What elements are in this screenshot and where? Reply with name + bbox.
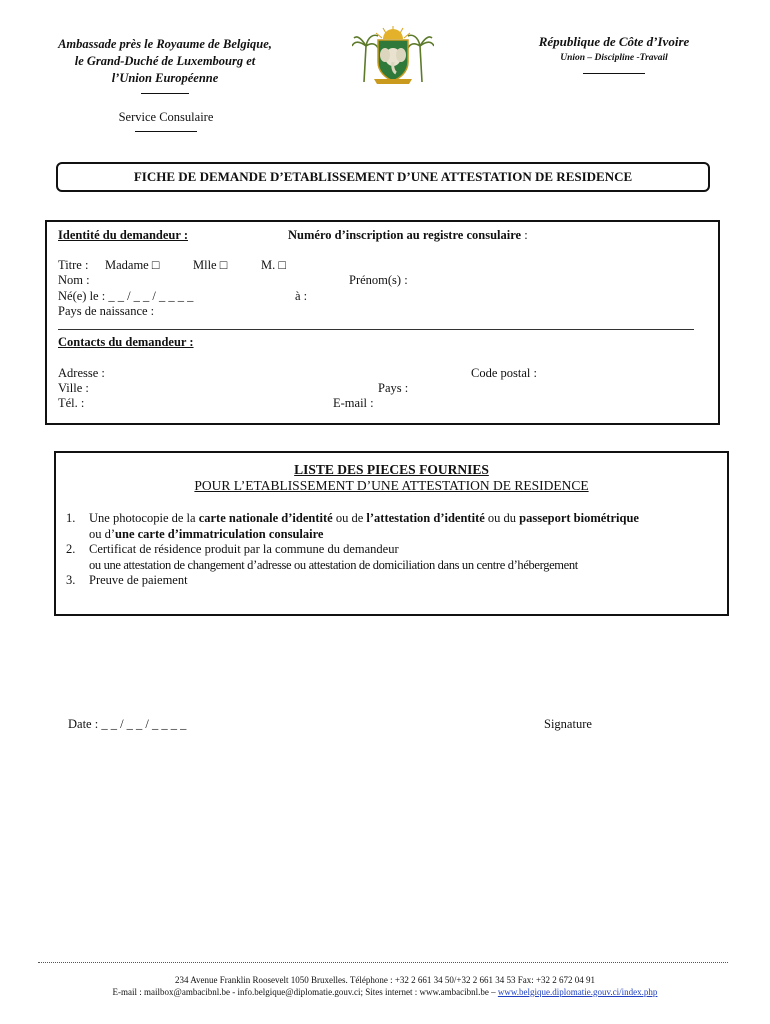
item1-bold4: une carte d’immatriculation consulaire <box>115 526 324 541</box>
item1-part2: ou de <box>332 511 367 525</box>
footer-address: 234 Avenue Franklin Roosevelt 1050 Bruxelles. Téléphone : +32 2 661 34 50/+32 2 661 34 53 Fax: +32 2 672 04 91 <box>174 975 596 985</box>
service-separator <box>135 131 197 132</box>
documents-section <box>54 451 729 616</box>
checkbox-monsieur[interactable]: M. □ <box>261 258 286 272</box>
birth-date-field[interactable]: Né(e) le : _ _ / _ _ / _ _ _ _ <box>58 289 194 303</box>
embassy-line-1: Ambassade près le Royaume de Belgique, <box>58 37 272 51</box>
identity-section <box>45 220 720 425</box>
footer-emails: E-mail : mailbox@ambacibnl.be - info.belgique@diplomatie.gouv.ci; Sites internet : www.ambacibnl.be – <box>112 987 498 997</box>
city-field[interactable]: Ville : <box>58 381 89 395</box>
birth-country-field[interactable]: Pays de naissance : <box>58 304 155 318</box>
form-title: FICHE DE DEMANDE D’ETABLISSEMENT D’UNE ATTESTATION DE RESIDENCE <box>133 169 633 184</box>
postal-code-field[interactable]: Code postal : <box>471 366 537 380</box>
date-field[interactable]: Date : _ _ / _ _ / _ _ _ _ <box>68 717 187 731</box>
item-number: 1. <box>66 511 76 525</box>
prenom-field[interactable]: Prénom(s) : <box>349 273 408 287</box>
website-link[interactable]: www.belgique.diplomatie.gouv.ci/index.php <box>497 987 658 997</box>
republic-motto: Union – Discipline -Travail <box>560 53 668 63</box>
embassy-line-3: l’Union Européenne <box>111 71 219 85</box>
identity-heading: Identité du demandeur : <box>58 228 188 242</box>
registry-number-text: Numéro d’inscription au registre consulaire <box>288 228 522 242</box>
item1-part1: Une photocopie de la <box>89 511 199 525</box>
list-item <box>66 511 726 527</box>
item1-bold2: l’attestation d’identité <box>366 511 485 525</box>
registry-colon: : <box>524 228 528 242</box>
service-consulaire <box>40 110 292 132</box>
address-field[interactable]: Adresse : <box>58 366 105 380</box>
embassy-header <box>40 36 290 94</box>
republic-header <box>510 34 718 74</box>
item1-bold1: carte nationale d’identité <box>198 511 333 525</box>
list-item-continuation: ou une attestation de changement d’adresse ou attestation de domiciliation dans un centre d’hébergement <box>89 557 578 572</box>
contacts-heading: Contacts du demandeur : <box>58 335 194 349</box>
footer-contacts <box>0 987 770 997</box>
list-item-continuation <box>66 527 726 543</box>
phone-field[interactable]: Tél. : <box>58 396 85 410</box>
item-text: Preuve de paiement <box>89 573 188 587</box>
documents-list <box>66 511 726 589</box>
item-text: Certificat de résidence produit par la commune du demandeur <box>89 542 399 556</box>
registry-number-label <box>288 228 528 243</box>
footer-separator <box>38 962 728 963</box>
checkbox-mlle[interactable]: Mlle □ <box>193 258 228 272</box>
email-field[interactable]: E-mail : <box>333 396 374 410</box>
item1-part4: ou d’ <box>89 526 116 541</box>
list-item <box>66 542 726 558</box>
header-right-separator <box>583 73 645 74</box>
header-left-separator <box>141 87 189 94</box>
checkbox-madame[interactable]: Madame □ <box>105 258 160 272</box>
item-number: 2. <box>66 542 76 556</box>
coat-of-arms-emblem <box>352 24 434 86</box>
item-text <box>89 511 726 527</box>
form-title-box <box>56 162 710 192</box>
item1-part3: ou du <box>484 511 520 525</box>
list-item <box>66 573 726 589</box>
country-field[interactable]: Pays : <box>378 381 409 395</box>
section-divider <box>58 329 694 330</box>
item-number: 3. <box>66 573 76 587</box>
signature-label: Signature <box>544 717 592 731</box>
republic-title: République de Côte d’Ivoire <box>538 34 690 49</box>
nom-field[interactable]: Nom : <box>58 273 90 287</box>
embassy-line-2: le Grand-Duché de Luxembourg et <box>74 54 256 68</box>
item1-bold3: passeport biométrique <box>519 511 639 525</box>
birth-place-field[interactable]: à : <box>295 289 308 303</box>
documents-title: LISTE DES PIECES FOURNIES <box>294 462 489 477</box>
titre-label: Titre : <box>58 258 89 272</box>
documents-subtitle: POUR L’ETABLISSEMENT D’UNE ATTESTATION DE RESIDENCE <box>194 478 589 493</box>
service-label: Service Consulaire <box>118 110 214 124</box>
